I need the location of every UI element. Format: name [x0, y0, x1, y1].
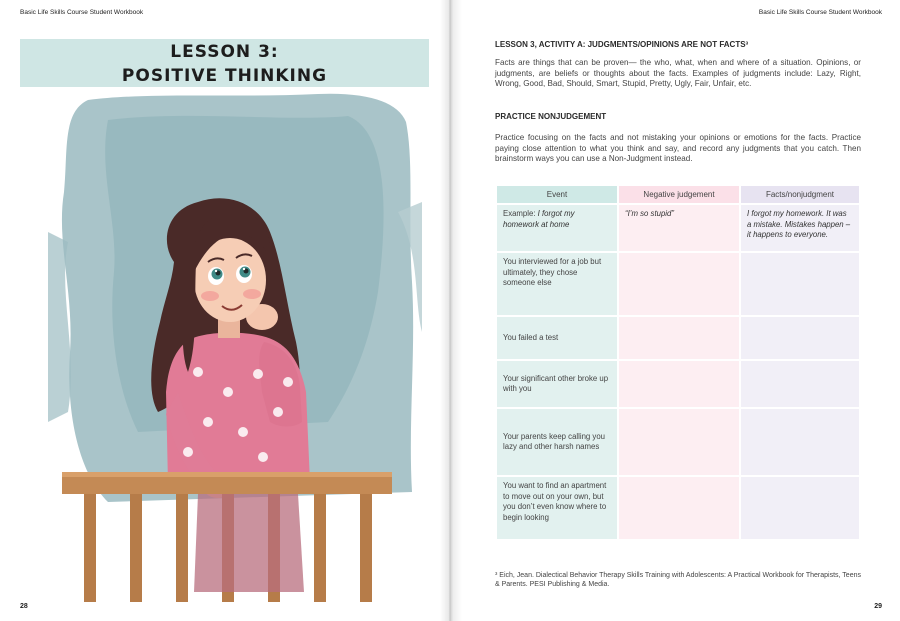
facts-nonjudgment-cell[interactable]: [741, 409, 859, 475]
example-event: I forgot my homework at home: [503, 209, 575, 229]
lesson-title-box: [20, 39, 429, 87]
event-cell: Your significant other broke up with you: [497, 361, 617, 407]
section-title: PRACTICE NONJUDGEMENT: [495, 112, 607, 121]
example-fact: I forgot my homework. It was a mistake. Mistakes happen – it happens to everyone.: [747, 209, 851, 239]
table-row: [497, 253, 859, 315]
negative-judgement-cell[interactable]: [619, 477, 739, 539]
left-running-header: Basic Life Skills Course Student Workbook: [20, 9, 144, 16]
table-row-example: [497, 205, 859, 251]
lesson-number: LESSON 3:: [170, 42, 279, 62]
lesson-title: POSITIVE THINKING: [121, 66, 328, 86]
right-page-number: 29: [874, 603, 882, 610]
table-row: [497, 409, 859, 475]
facts-nonjudgment-cell[interactable]: [741, 477, 859, 539]
intro-paragraph: Facts are things that can be proven— the who, what, when and where of a situation. Opinions, or judgments, are beliefs or thoughts about the facts. Examples of judgments include: Lazy, Right, Wrong, Good, Bad, Should, Smart, Stupid, Pretty, Ugly, Fair, Unfair, etc.: [495, 58, 861, 89]
negative-judgement-cell[interactable]: [619, 361, 739, 407]
example-prefix: Example:: [503, 209, 538, 218]
example-event-cell: [497, 205, 617, 251]
table-row: [497, 317, 859, 359]
header-facts-nonjudgment: Facts/nonjudgment: [741, 186, 859, 203]
negative-judgement-cell[interactable]: [619, 409, 739, 475]
example-negative: “I’m so stupid”: [625, 209, 674, 218]
left-page: [0, 0, 449, 621]
example-negative-cell: [619, 205, 739, 251]
nonjudgement-table: [495, 184, 861, 541]
table-header-row: [497, 186, 859, 203]
left-page-number: 28: [20, 603, 28, 610]
instructions-paragraph: Practice focusing on the facts and not mistaking your opinions or emotions for the facts. Practice paying close attention to what you think and say, and record any judgments that you catch. Then brainstorm ways you can use a Non-Judgment instead.: [495, 133, 861, 164]
facts-nonjudgment-cell[interactable]: [741, 317, 859, 359]
example-fact-cell: [741, 205, 859, 251]
table-row: [497, 361, 859, 407]
negative-judgement-cell[interactable]: [619, 317, 739, 359]
header-event: Event: [497, 186, 617, 203]
girl-on-balcony-illustration: [48, 92, 422, 602]
facts-nonjudgment-cell[interactable]: [741, 253, 859, 315]
right-page: [451, 0, 900, 621]
event-cell: You failed a test: [497, 317, 617, 359]
event-cell: Your parents keep calling you lazy and other harsh names: [497, 409, 617, 475]
footnote: ³ Eich, Jean. Dialectical Behavior Therapy Skills Training with Adolescents: A Practical Workbook for Therapists, Teens & Parents. PESI Publishing & Media.: [495, 572, 861, 588]
right-running-header: Basic Life Skills Course Student Workbook: [758, 9, 882, 16]
negative-judgement-cell[interactable]: [619, 253, 739, 315]
activity-title: LESSON 3, ACTIVITY A: JUDGMENTS/OPINIONS ARE NOT FACTS³: [495, 40, 749, 49]
header-negative-judgement: Negative judgement: [619, 186, 739, 203]
table-row: [497, 477, 859, 539]
event-cell: You interviewed for a job but ultimately, they chose someone else: [497, 253, 617, 315]
event-cell: You want to find an apartment to move out on your own, but you don’t even know where to begin looking: [497, 477, 617, 539]
facts-nonjudgment-cell[interactable]: [741, 361, 859, 407]
